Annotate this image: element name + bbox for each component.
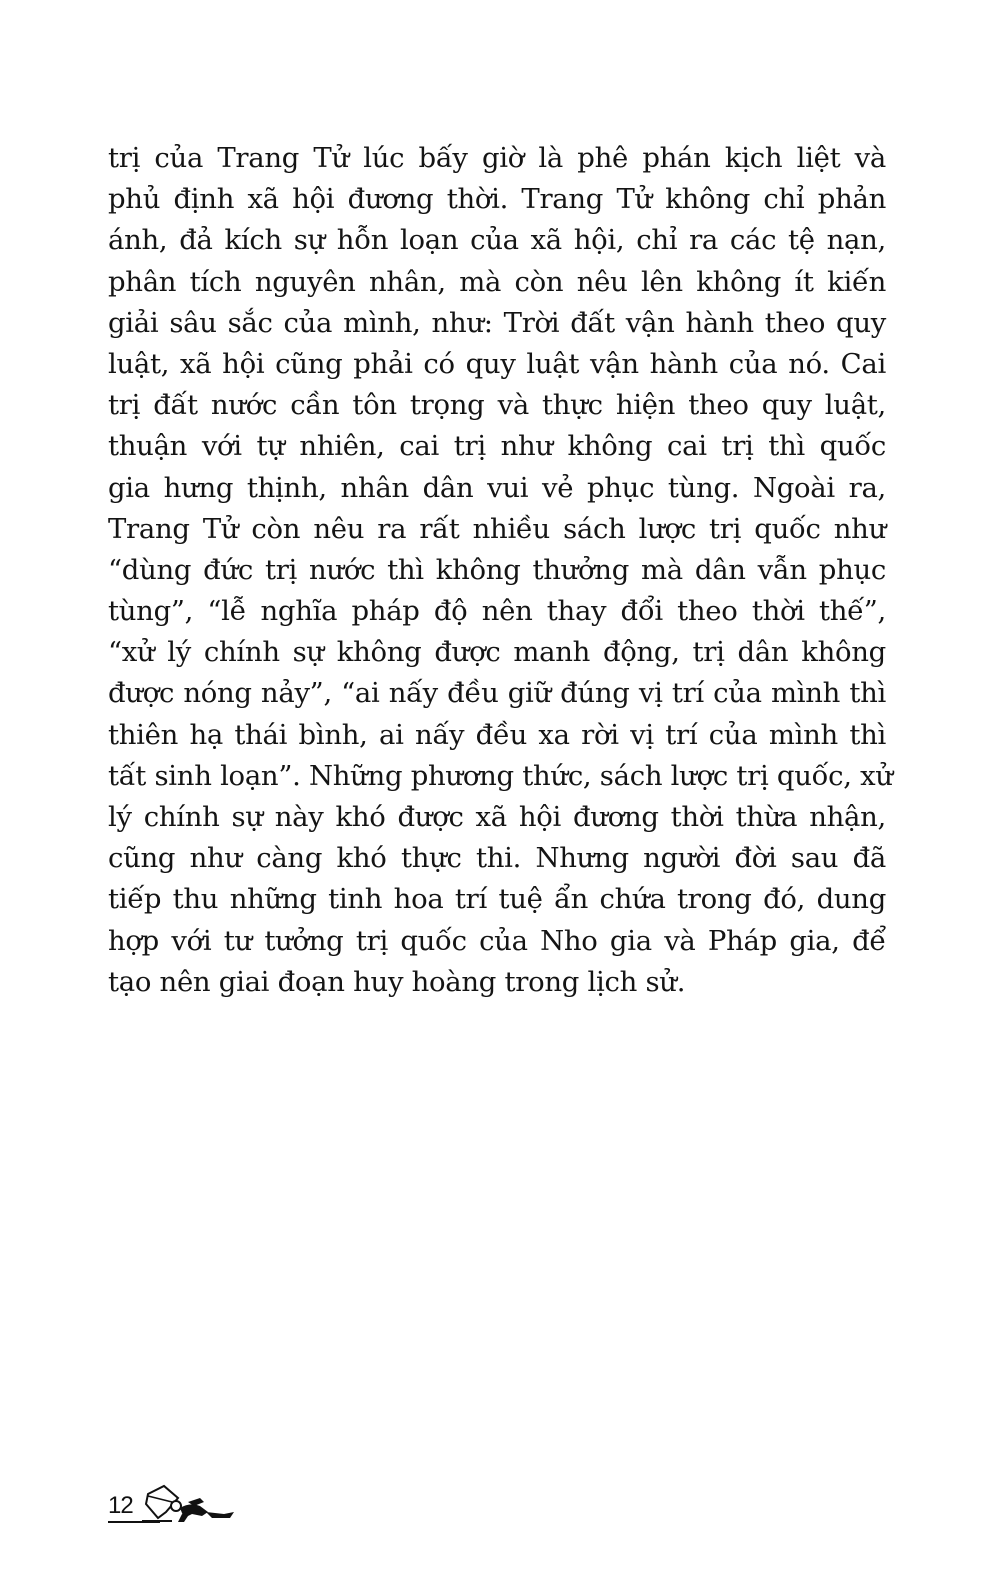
text-line: tiếp thu những tinh hoa trí tuệ ẩn chứa trong đó, dung	[108, 883, 886, 916]
text-line: trị của Trang Tử lúc bấy giờ là phê phán kịch liệt và	[108, 142, 886, 174]
text-line: “dùng đức trị nước thì không thưởng mà dân vẫn phục	[108, 553, 886, 586]
text-line: tùng”, “lễ nghĩa pháp độ nên thay đổi theo thời thế”,	[108, 595, 886, 628]
flying-figure-ornament-icon	[142, 1484, 242, 1526]
text-line: được nóng nảy”, “ai nấy đều giữ đúng vị trí của mình thì	[108, 677, 886, 710]
text-line: ánh, đả kích sự hỗn loạn của xã hội, chỉ ra các tệ nạn,	[108, 224, 886, 257]
text-line: cũng như càng khó thực thi. Nhưng người đời sau đã	[108, 842, 886, 875]
text-line: giải sâu sắc của mình, như: Trời đất vận hành theo quy	[108, 306, 886, 339]
text-line: tất sinh loạn”. Những phương thức, sách lược trị quốc, xử	[108, 759, 893, 792]
text-line: phân tích nguyên nhân, mà còn nêu lên không ít kiến	[108, 265, 886, 298]
page-footer	[108, 1490, 248, 1526]
text-line: gia hưng thịnh, nhân dân vui vẻ phục tùng. Ngoài ra,	[108, 471, 886, 504]
page-number: 12	[108, 1492, 133, 1519]
text-line: hợp với tư tưởng trị quốc của Nho gia và Pháp gia, để	[108, 924, 886, 957]
text-line: thiên hạ thái bình, ai nấy đều xa rời vị trí của mình thì	[108, 718, 886, 751]
text-line: Trang Tử còn nêu ra rất nhiều sách lược trị quốc như	[108, 512, 886, 545]
text-line: “xử lý chính sự không được manh động, trị dân không	[108, 636, 886, 669]
body-paragraph	[108, 138, 893, 1003]
text-line: thuận với tự nhiên, cai trị như không cai trị thì quốc	[108, 430, 886, 463]
text-line: trị đất nước cần tôn trọng và thực hiện theo quy luật,	[108, 389, 886, 422]
text-line: luật, xã hội cũng phải có quy luật vận hành của nó. Cai	[108, 347, 886, 380]
text-line-last: tạo nên giai đoạn huy hoàng trong lịch sử.	[108, 965, 686, 998]
text-line: phủ định xã hội đương thời. Trang Tử không chỉ phản	[108, 183, 886, 216]
text-line: lý chính sự này khó được xã hội đương thời thừa nhận,	[108, 801, 886, 833]
